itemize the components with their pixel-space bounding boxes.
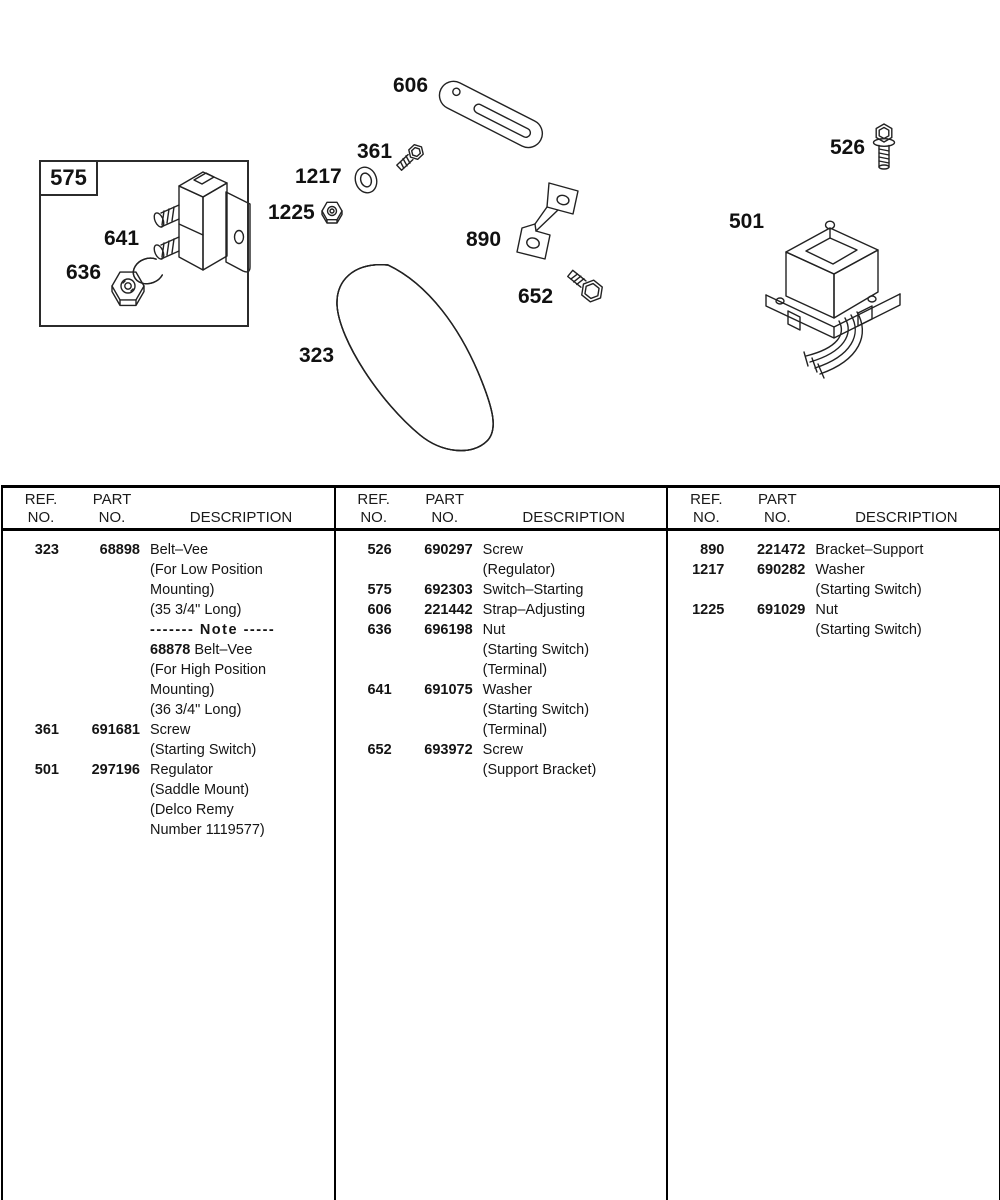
description: Nut xyxy=(815,602,838,618)
table-row xyxy=(336,700,667,720)
part-no xyxy=(392,720,473,740)
screw-526-drawing xyxy=(874,124,895,169)
ref-no: 501 xyxy=(34,762,59,778)
table-row xyxy=(336,740,667,760)
ref-no xyxy=(3,640,59,660)
part-no: 693972 xyxy=(424,742,473,758)
table-row xyxy=(3,760,334,780)
part-no xyxy=(59,560,140,580)
parts-table-column-1 xyxy=(3,488,334,1200)
table-body xyxy=(3,531,334,840)
belt-vee-drawing xyxy=(337,265,493,451)
ref-no xyxy=(668,620,724,640)
part-no xyxy=(392,760,473,780)
callout-1225: 1225 xyxy=(268,201,315,224)
callout-361: 361 xyxy=(357,140,393,163)
ref-no: 890 xyxy=(700,542,725,558)
callout-641: 641 xyxy=(104,227,140,250)
ref-no xyxy=(3,740,59,760)
parts-table-column-2 xyxy=(334,488,667,1200)
description: ------- Note ----- xyxy=(150,622,276,638)
description: (Terminal) xyxy=(482,662,548,678)
callout-606: 606 xyxy=(393,74,429,97)
table-row xyxy=(668,540,999,560)
table-row xyxy=(336,720,667,740)
ref-no: 1217 xyxy=(692,562,725,578)
header-part-no: PART NO. xyxy=(92,491,132,526)
parts-table xyxy=(1,485,1000,1200)
part-no: 690282 xyxy=(756,562,806,578)
table-row xyxy=(3,800,334,820)
table-row xyxy=(3,620,334,640)
description: Switch–Starting xyxy=(482,582,584,598)
parts-table-column-3 xyxy=(666,488,999,1200)
callout-575: 575 xyxy=(39,160,98,196)
description: (Support Bracket) xyxy=(482,762,597,778)
strap-adjusting-drawing xyxy=(435,77,548,153)
regulator-drawing xyxy=(766,221,900,378)
part-no xyxy=(392,660,473,680)
callout-890: 890 xyxy=(466,228,502,251)
description: (35 3/4" Long) xyxy=(150,602,242,618)
description: (Regulator) xyxy=(482,562,556,578)
header-description: DESCRIPTION xyxy=(189,509,293,526)
header-description: DESCRIPTION xyxy=(522,509,625,526)
header-ref-no: REF. NO. xyxy=(357,491,390,526)
part-no: 691029 xyxy=(756,602,806,618)
part-no: 691681 xyxy=(91,722,140,738)
table-row xyxy=(3,740,334,760)
header-part-no: PART NO. xyxy=(425,491,464,526)
washer-1217-drawing xyxy=(352,164,380,195)
ref-no: 323 xyxy=(34,542,59,558)
ref-no xyxy=(3,800,59,820)
description: (Starting Switch) xyxy=(482,642,590,658)
table-header xyxy=(336,488,667,531)
table-row xyxy=(336,580,667,600)
ref-no xyxy=(3,600,59,620)
description: Washer xyxy=(815,562,865,578)
description: Belt–Vee xyxy=(150,542,209,558)
part-no xyxy=(59,680,140,700)
ref-no: 636 xyxy=(367,622,392,638)
ref-no xyxy=(668,580,724,600)
table-row xyxy=(336,660,667,680)
ref-no: 361 xyxy=(34,722,59,738)
table-row xyxy=(336,620,667,640)
part-no xyxy=(59,740,140,760)
ref-no xyxy=(3,620,59,640)
description: Nut xyxy=(482,622,506,638)
ref-no xyxy=(336,560,392,580)
ref-no: 652 xyxy=(367,742,392,758)
table-row xyxy=(336,680,667,700)
part-no xyxy=(59,600,140,620)
part-no xyxy=(59,640,140,660)
table-row xyxy=(336,600,667,620)
screw-652-drawing xyxy=(564,266,606,305)
part-no xyxy=(59,780,140,800)
table-row xyxy=(3,660,334,680)
description: Washer xyxy=(482,682,533,698)
part-no xyxy=(392,560,473,580)
ref-no xyxy=(3,780,59,800)
ref-no xyxy=(3,560,59,580)
description: Strap–Adjusting xyxy=(482,602,586,618)
description: Screw xyxy=(150,722,191,738)
description: Number 1119577) xyxy=(150,822,265,838)
table-row xyxy=(336,560,667,580)
description: (Starting Switch) xyxy=(150,742,257,758)
header-part-no: PART NO. xyxy=(758,491,797,526)
description: (36 3/4" Long) xyxy=(150,702,242,718)
description: (Delco Remy xyxy=(150,802,234,818)
callout-501: 501 xyxy=(729,210,765,233)
part-no xyxy=(724,580,805,600)
ref-no xyxy=(336,660,392,680)
screw-361-drawing xyxy=(395,142,426,172)
ref-no xyxy=(336,720,392,740)
table-row xyxy=(3,600,334,620)
ref-no: 606 xyxy=(367,602,392,618)
ref-no xyxy=(3,580,59,600)
ref-no: 575 xyxy=(367,582,392,598)
part-no xyxy=(392,640,473,660)
ref-no: 1225 xyxy=(692,602,725,618)
table-row xyxy=(3,680,334,700)
part-no: 690297 xyxy=(424,542,473,558)
part-no xyxy=(59,820,140,840)
table-row xyxy=(668,560,999,580)
description: (Starting Switch) xyxy=(815,582,922,598)
table-row xyxy=(3,580,334,600)
part-no: 696198 xyxy=(424,622,473,638)
ref-no: 641 xyxy=(367,682,392,698)
ref-no xyxy=(336,760,392,780)
ref-no xyxy=(336,640,392,660)
description: (For High Position xyxy=(150,662,267,678)
ref-no xyxy=(3,680,59,700)
table-row xyxy=(3,820,334,840)
table-row xyxy=(3,720,334,740)
table-row xyxy=(336,540,667,560)
description: Bracket–Support xyxy=(815,542,924,558)
table-row xyxy=(336,760,667,780)
table-row xyxy=(336,640,667,660)
bracket-support-drawing xyxy=(517,183,578,259)
table-row xyxy=(3,780,334,800)
callout-1217: 1217 xyxy=(295,165,342,188)
ref-no xyxy=(3,700,59,720)
table-body xyxy=(668,531,999,640)
part-no xyxy=(59,700,140,720)
callout-526: 526 xyxy=(830,136,866,159)
description: Mounting) xyxy=(150,682,215,698)
part-no: 221472 xyxy=(756,542,806,558)
description: Regulator xyxy=(150,762,213,778)
description: Mounting) xyxy=(150,582,215,598)
inset-box-575 xyxy=(39,160,249,327)
description: (Starting Switch) xyxy=(482,702,590,718)
callout-652: 652 xyxy=(518,285,554,308)
callout-323: 323 xyxy=(299,344,335,367)
table-row xyxy=(3,700,334,720)
ref-no xyxy=(336,700,392,720)
description: 68878 Belt–Vee xyxy=(150,642,253,658)
part-no: 221442 xyxy=(424,602,473,618)
table-row xyxy=(668,600,999,620)
part-no: 691075 xyxy=(424,682,473,698)
ref-no: 526 xyxy=(367,542,392,558)
table-row xyxy=(668,580,999,600)
part-no xyxy=(724,620,805,640)
table-row xyxy=(3,540,334,560)
part-no xyxy=(59,800,140,820)
description: (Terminal) xyxy=(482,722,548,738)
table-row xyxy=(668,620,999,640)
nut-1225-drawing xyxy=(322,202,342,223)
header-description: DESCRIPTION xyxy=(855,509,958,526)
part-no xyxy=(392,700,473,720)
description: (For Low Position xyxy=(150,562,263,578)
table-header xyxy=(668,488,999,531)
table-row xyxy=(3,640,334,660)
description: Screw xyxy=(482,542,523,558)
header-ref-no: REF. NO. xyxy=(690,491,723,526)
ref-no xyxy=(3,820,59,840)
header-ref-no: REF. NO. xyxy=(24,491,58,526)
table-row xyxy=(3,560,334,580)
description: (Saddle Mount) xyxy=(150,782,250,798)
ref-no xyxy=(3,660,59,680)
part-no: 692303 xyxy=(424,582,473,598)
part-no xyxy=(59,580,140,600)
part-no xyxy=(59,620,140,640)
part-no: 68898 xyxy=(99,542,140,558)
description: (Starting Switch) xyxy=(815,622,922,638)
part-no: 297196 xyxy=(91,762,140,778)
table-header xyxy=(3,488,334,531)
table-body xyxy=(336,531,667,780)
part-no xyxy=(59,660,140,680)
callout-636: 636 xyxy=(66,261,102,284)
description: Screw xyxy=(482,742,523,758)
